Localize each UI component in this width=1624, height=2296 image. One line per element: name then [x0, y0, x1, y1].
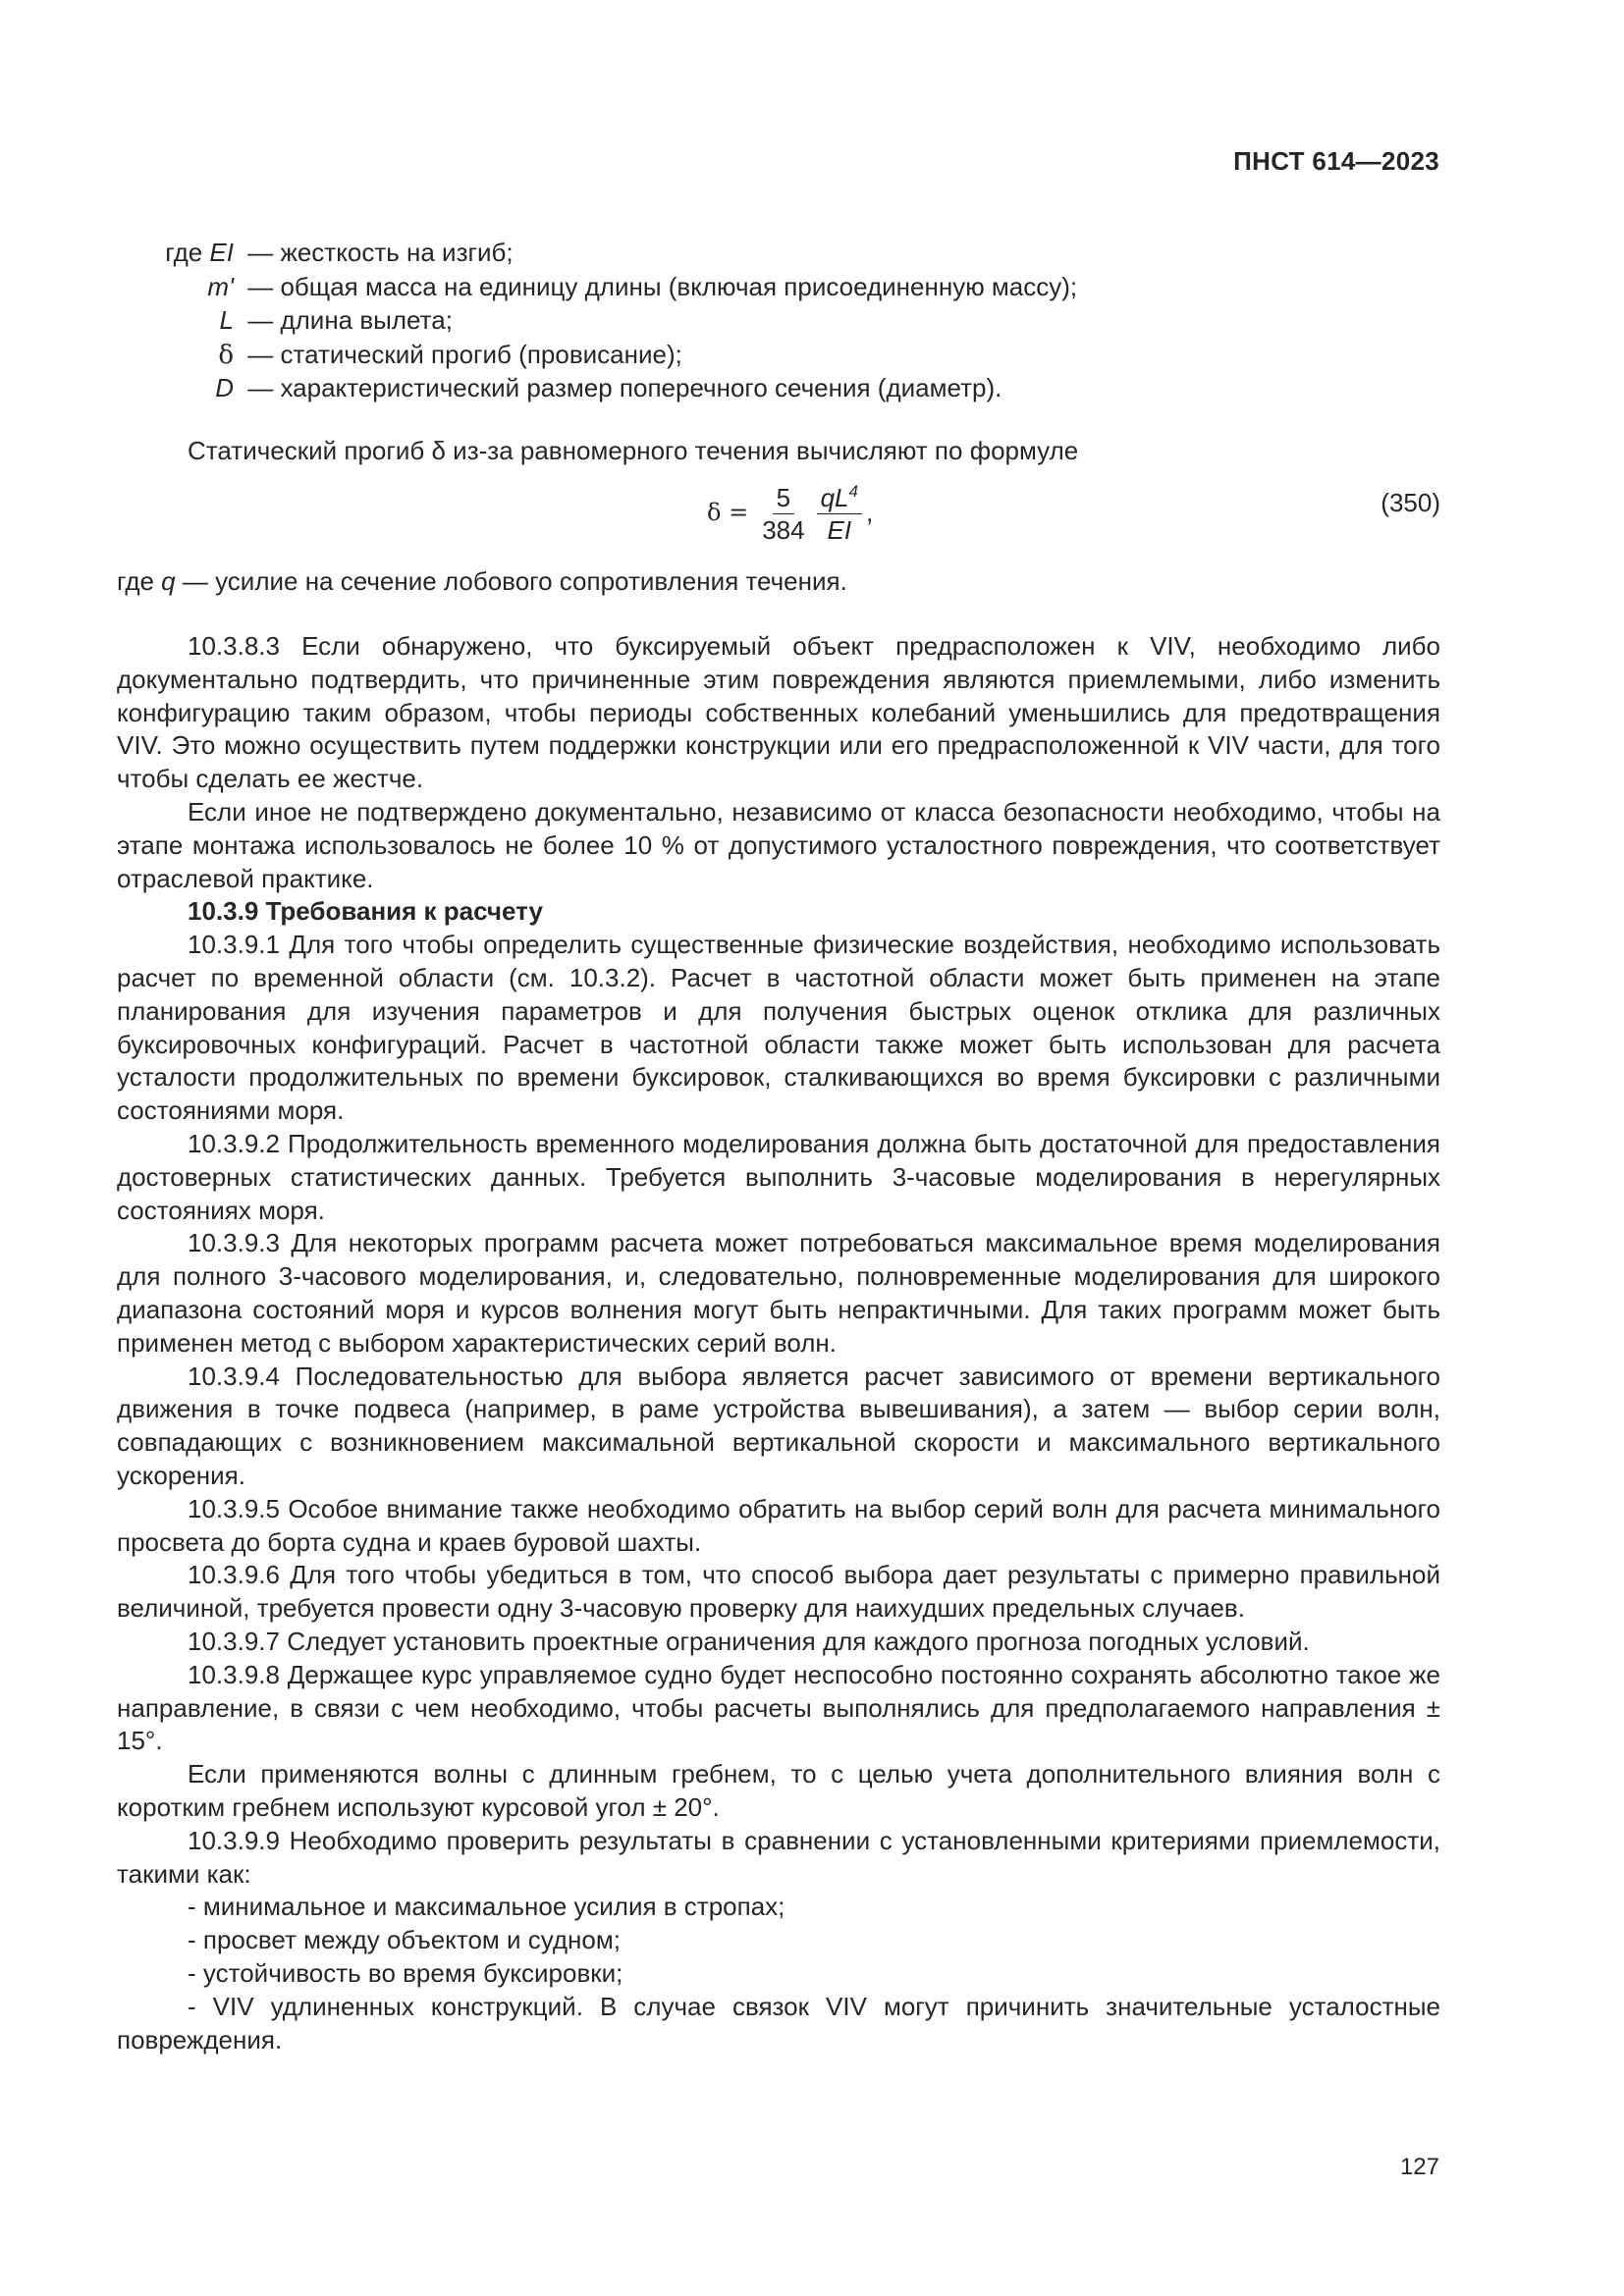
- criteria-list: [117, 1891, 1440, 2056]
- formula-block: [117, 477, 1440, 550]
- where-q-text: — усилие на сечение лобового сопротивления течения.: [175, 566, 847, 597]
- paragraph: 10.3.9.6 Для того чтобы убедиться в том, что способ выбора дает результаты с примерно правильной величиной, требуется провести одну 3-часовую проверку для наихудших предельных случаев.: [117, 1560, 1440, 1624]
- definition-symbol: EI: [209, 238, 234, 267]
- page-number: 127: [1399, 2154, 1439, 2180]
- list-item: - устойчивость во время буксировки;: [188, 1957, 623, 1988]
- symbol-definitions: [117, 237, 1440, 406]
- definition-text: [241, 304, 453, 338]
- fraction-load: [817, 483, 862, 545]
- paragraph: 10.3.9.2 Продолжительность временного моделирования должна быть достаточной для предоставления достоверных статистических данных. Требуется выполнить 3-часовые моделирования в нерегулярных состояниях моря.: [117, 1129, 1440, 1225]
- definition-text: [241, 372, 1001, 405]
- definition-dash: —: [241, 373, 281, 402]
- numerator-exponent: 4: [848, 481, 858, 501]
- paragraph: 10.3.9.3 Для некоторых программ расчета может потребоваться максимальное время моделирования для полного 3-часового моделирования, и, следовательно, полновременные моделирования для широкого диапазона состояний моря и курсов волнения могут быть непрактичными. Для таких программ может быть применен метод с выбором характеристических серий волн.: [117, 1228, 1440, 1358]
- definition-symbol: D: [215, 373, 234, 402]
- definition-symbol-cell: [117, 237, 241, 270]
- definition-dash: —: [241, 238, 281, 267]
- fraction-constant: [758, 483, 808, 545]
- fraction-load-numerator: [817, 483, 862, 514]
- definition-dash: —: [241, 339, 281, 369]
- paragraph: 10.3.8.3 Если обнаружено, что буксируемый объект предрасположен к VIV, необходимо либо документально подтвердить, что причиненные этим повреждения являются приемлемыми, либо изменить конфигурацию таким образом, чтобы периоды собственных колебаний уменьшились для предотвращения VIV. Это можно осуществить путем поддержки конструкции или его предрасположенной к VIV части, для того чтобы сделать ее жестче.: [117, 631, 1440, 794]
- definition-symbol-cell: [117, 372, 241, 405]
- document-code-header: ПНСТ 614—2023: [1233, 146, 1439, 176]
- definition-row: [117, 339, 1440, 373]
- definition-symbol-cell: [117, 304, 241, 338]
- paragraph: Если применяются волны с длинным гребнем, то с целью учета дополнительного влияния волн с коротким гребнем используют курсовой угол ± 20°.: [117, 1759, 1440, 1822]
- fraction-constant-denominator: 384: [762, 514, 805, 545]
- definition-symbol-cell: [117, 271, 241, 304]
- where-q-symbol: q: [161, 566, 176, 597]
- definition-symbol-cell: [117, 339, 241, 373]
- list-item: - VIV удлиненных конструкций. В случае связок VIV могут причинить значительные усталостные повреждения.: [117, 1991, 1440, 2055]
- definition-symbol: L: [219, 305, 234, 335]
- formula-lhs: δ =: [707, 499, 749, 527]
- definition-dash: —: [241, 305, 281, 335]
- where-q-prefix: где: [117, 566, 162, 597]
- definition-dash: —: [241, 271, 281, 301]
- paragraph: 10.3.9.4 Последовательностью для выбора является расчет зависимого от времени вертикального движения в точке подвеса (например, в раме устройства вывешивания), а затем — выбор серии волн, совпадающих с возникновением максимальной вертикальной скорости и максимального вертикального ускорения.: [117, 1361, 1440, 1491]
- paragraph: Если иное не подтверждено документально, независимо от класса безопасности необходимо, чтобы на этапе монтажа использовалось не более 10 % от допустимого усталостного повреждения, что соответствует отраслевой практике.: [117, 797, 1440, 893]
- fraction-constant-numerator: 5: [773, 483, 794, 514]
- definition-row: [117, 271, 1440, 305]
- list-item: - минимальное и максимальное усилия в стропах;: [188, 1892, 785, 1922]
- definition-text: [241, 271, 1077, 304]
- formula-350: [707, 477, 873, 550]
- equation-number: (350): [1380, 488, 1440, 518]
- definition-description: общая масса на единицу длины (включая присоединенную массу);: [280, 271, 1078, 301]
- paragraph: 10.3.9.9 Необходимо проверить результаты в сравнении с установленными критериями приемлемости, такими как:: [117, 1825, 1440, 1889]
- definition-text: [241, 339, 682, 372]
- paragraphs-calculation: [117, 929, 1440, 1891]
- definition-description: характеристический размер поперечного сечения (диаметр).: [280, 373, 1002, 402]
- paragraphs-viv: [117, 630, 1440, 895]
- definition-text: [241, 237, 514, 270]
- paragraph: 10.3.9.5 Особое внимание также необходимо обратить на выбор серий волн для расчета минимального просвета до борта судна и краев буровой шахты.: [117, 1493, 1440, 1557]
- formula-intro: Статический прогиб δ из-за равномерного течения вычисляют по формуле: [188, 435, 1079, 465]
- definition-description: длина вылета;: [280, 305, 453, 335]
- list-item: - просвет между объектом и судном;: [188, 1925, 621, 1955]
- definition-prefix: где: [165, 238, 210, 267]
- section-heading: 10.3.9 Требования к расчету: [188, 896, 543, 927]
- fraction-load-denominator: EI: [827, 514, 852, 545]
- formula-trailing-comma: ,: [865, 498, 874, 528]
- paragraph: 10.3.9.7 Следует установить проектные ограничения для каждого прогноза погодных условий.: [188, 1627, 1310, 1656]
- definition-row: [117, 304, 1440, 339]
- definition-description: жесткость на изгиб;: [280, 238, 514, 267]
- definition-row: [117, 372, 1440, 406]
- where-q-definition: [117, 565, 1440, 599]
- numerator-base: qL: [820, 482, 849, 512]
- definition-description: статический прогиб (провисание);: [280, 339, 682, 369]
- definition-symbol: m': [207, 271, 234, 301]
- paragraph: 10.3.9.1 Для того чтобы определить существенные физические воздействия, необходимо использовать расчет по временной области (см. 10.3.2). Расчет в частотной области может быть применен на этапе планирования для изучения параметров и для получения быстрых оценок отклика для различных буксировочных конфигураций. Расчет в частотной области также может быть использован для расчета усталости продолжительных по времени буксировок, сталкивающихся во время буксировки с различными состояниями моря.: [117, 930, 1440, 1126]
- definition-row: [117, 237, 1440, 271]
- page-body: [117, 237, 1440, 2056]
- paragraph: 10.3.9.8 Держащее курс управляемое судно будет неспособно постоянно сохранять абсолютно такое же направление, в связи с чем необходимо, чтобы расчеты выполнялись для предполагаемого направления ± 15°.: [117, 1659, 1440, 1756]
- definition-symbol: δ: [218, 340, 234, 370]
- spacer: [117, 599, 1440, 630]
